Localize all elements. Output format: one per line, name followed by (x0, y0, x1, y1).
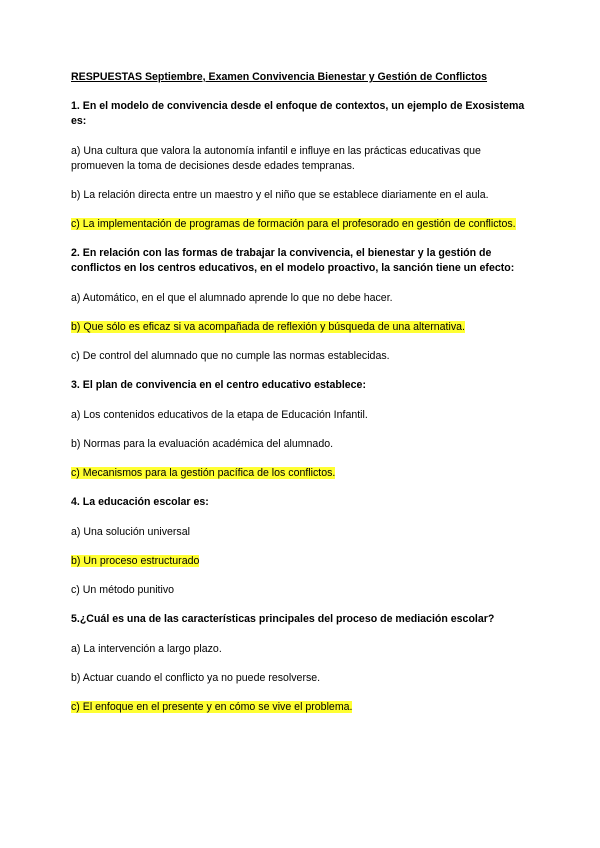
answer-option (71, 188, 531, 203)
question-1: 1. En el modelo de convivencia desde el enfoque de contextos, un ejemplo de Exosistema es: (71, 100, 525, 127)
correct-answer-highlight: b) Un proceso estructurado (71, 555, 200, 567)
question-4: 4. La educación escolar es: (71, 496, 209, 508)
question-block (71, 99, 531, 232)
answer-option (71, 700, 531, 715)
answer-option (71, 642, 531, 657)
answer-option (71, 554, 531, 569)
question-block (71, 612, 531, 715)
answer-option (71, 583, 531, 598)
answer-text: a) La intervención a largo plazo. (71, 643, 222, 655)
question-2: 2. En relación con las formas de trabajar la convivencia, el bienestar y la gestión de conflictos en los centros educativos, en el modelo proactivo, la sanción tiene un efecto: (71, 247, 515, 274)
question-block (71, 378, 531, 481)
answer-text: a) Automático, en el que el alumnado aprende lo que no debe hacer. (71, 292, 393, 304)
answer-text: b) Actuar cuando el conflicto ya no puede resolverse. (71, 672, 321, 684)
answer-option (71, 437, 531, 452)
question-block (71, 246, 531, 364)
document-title: RESPUESTAS Septiembre, Examen Convivencia Bienestar y Gestión de Conflictos (71, 71, 488, 83)
answer-option (71, 671, 531, 686)
correct-answer-highlight: c) Mecanismos para la gestión pacífica de los conflictos. (71, 467, 336, 479)
document-page (71, 62, 531, 729)
answer-text: a) Una solución universal (71, 526, 190, 538)
answer-option (71, 408, 531, 423)
question-5: 5.¿Cuál es una de las características principales del proceso de mediación escolar? (71, 613, 495, 625)
answer-option (71, 349, 531, 364)
correct-answer-highlight: c) La implementación de programas de formación para el profesorado en gestión de conflictos. (71, 218, 516, 230)
answer-option (71, 217, 531, 232)
answer-text: a) Los contenidos educativos de la etapa de Educación Infantil. (71, 409, 368, 421)
answer-option (71, 466, 531, 481)
answer-text: b) La relación directa entre un maestro y el niño que se establece diariamente en el aula. (71, 189, 489, 201)
correct-answer-highlight: b) Que sólo es eficaz si va acompañada de reflexión y búsqueda de una alternativa. (71, 321, 465, 333)
answer-text: a) Una cultura que valora la autonomía infantil e influye en las prácticas educativas que promueven la toma de decisiones desde edades tempranas. (71, 145, 481, 172)
question-block (71, 495, 531, 598)
answer-text: c) De control del alumnado que no cumple las normas establecidas. (71, 350, 390, 362)
answer-option (71, 320, 531, 335)
answer-option (71, 144, 531, 174)
answer-option (71, 291, 531, 306)
answer-text: c) Un método punitivo (71, 584, 175, 596)
question-3: 3. El plan de convivencia en el centro educativo establece: (71, 379, 366, 391)
answer-text: b) Normas para la evaluación académica del alumnado. (71, 438, 334, 450)
answer-option (71, 525, 531, 540)
correct-answer-highlight: c) El enfoque en el presente y en cómo se vive el problema. (71, 701, 353, 713)
